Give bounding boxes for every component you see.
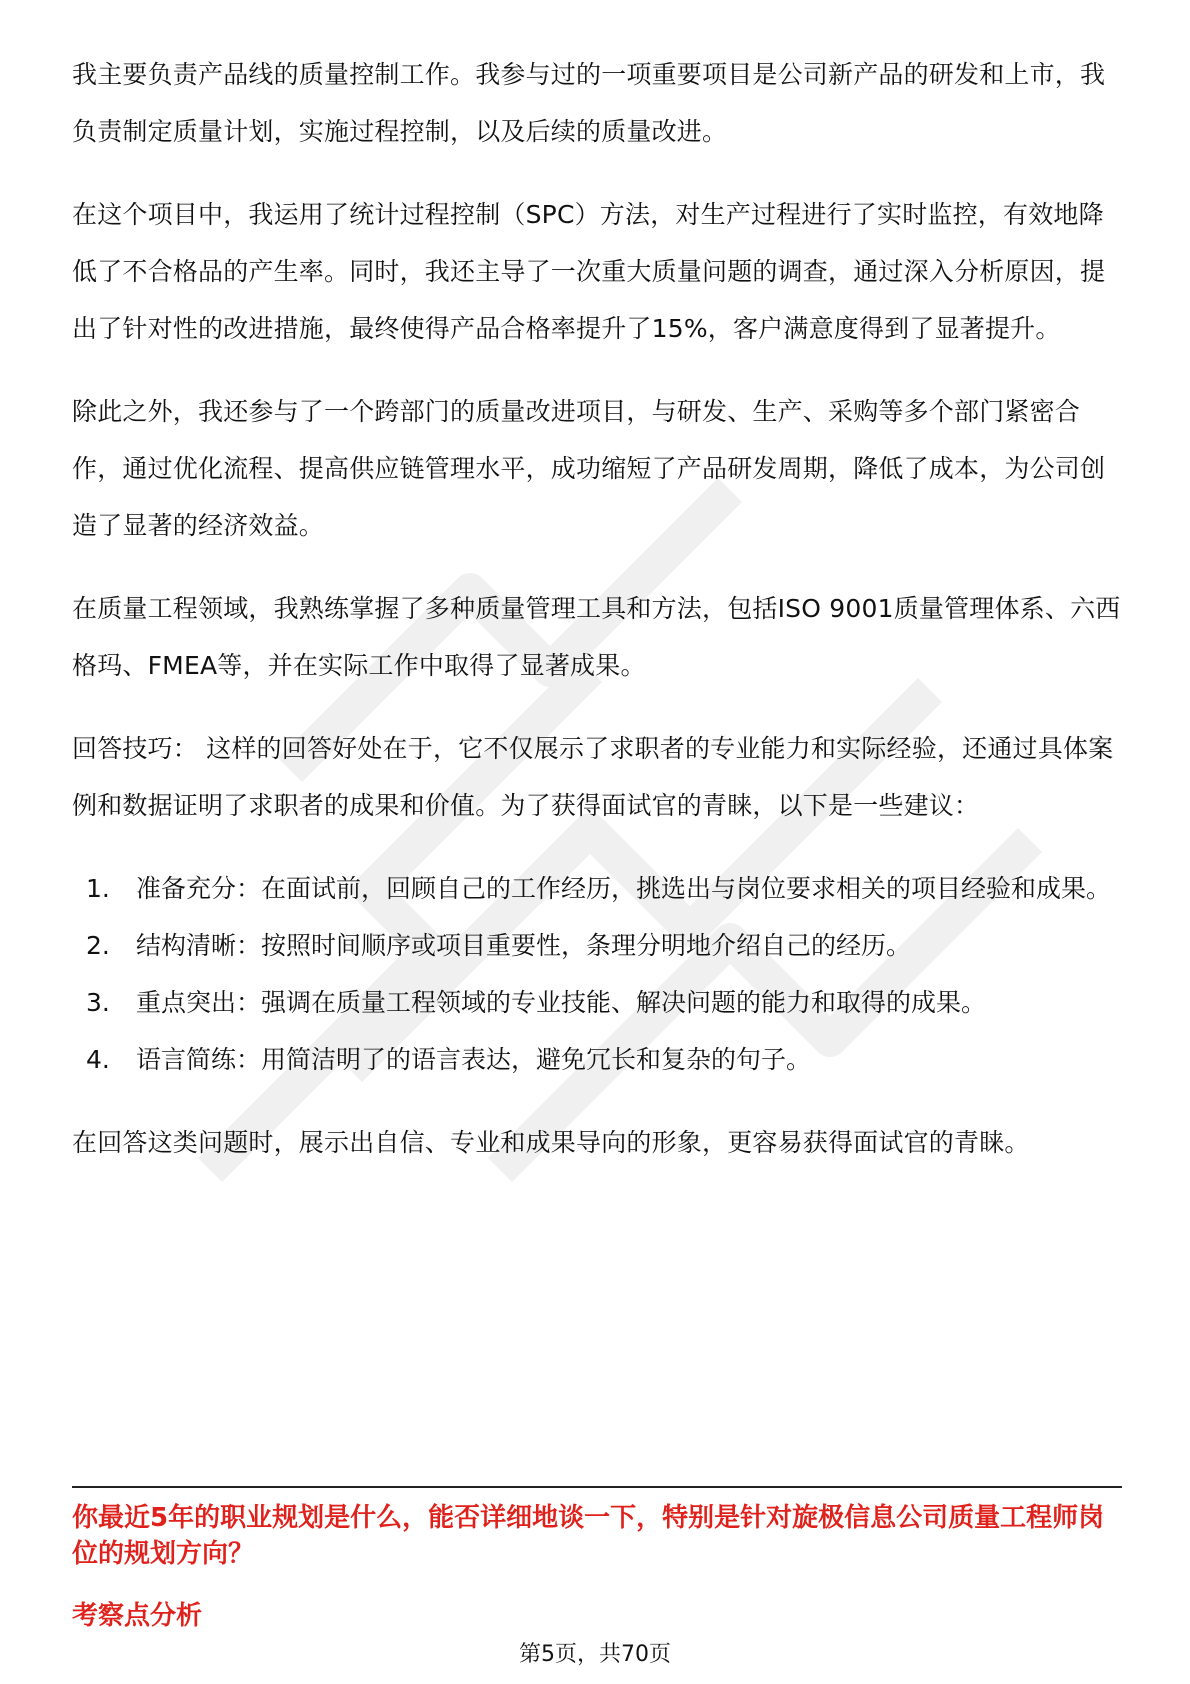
main-content <box>72 46 1122 1197</box>
next-question-heading: 你最近5年的职业规划是什么，能否详细地谈一下，特别是针对旋极信息公司质量工程师岗位的规划方向？ <box>72 1503 1105 1569</box>
page-footer: 第5页，共70页 <box>519 1642 671 1667</box>
paragraph-spc-project: 在这个项目中，我运用了统计过程控制（SPC）方法，对生产过程进行了实时监控，有效地降低了不合格品的产生率。同时，我还主导了一次重大质量问题的调查，通过深入分析原因，提出了针对性的改进措施，最终使得产品合格率提升了15%，客户满意度得到了显著提升。 <box>72 200 1106 343</box>
list-item-number: 2. <box>86 931 110 960</box>
paragraph-cross-department: 除此之外，我还参与了一个跨部门的质量改进项目，与研发、生产、采购等多个部门紧密合作，通过优化流程、提高供应链管理水平，成功缩短了产品研发周期，降低了成本，为公司创造了显著的经济效益。 <box>72 397 1106 540</box>
section-divider <box>72 1486 1122 1488</box>
list-item <box>72 860 1122 917</box>
list-item-text: 准备充分：在面试前，回顾自己的工作经历，挑选出与岗位要求相关的项目经验和成果。 <box>136 874 1112 903</box>
analysis-heading: 考察点分析 <box>72 1601 203 1631</box>
paragraph-answer-tips: 回答技巧： 这样的回答好处在于，它不仅展示了求职者的专业能力和实际经验，还通过具体案例和数据证明了求职者的成果和价值。为了获得面试官的青睐，以下是一些建议： <box>72 734 1114 820</box>
list-item-number: 4. <box>86 1045 110 1074</box>
list-item-number: 3. <box>86 988 110 1017</box>
list-item-text: 结构清晰：按照时间顺序或项目重要性，条理分明地介绍自己的经历。 <box>136 931 912 960</box>
tips-list <box>72 860 1122 1088</box>
paragraph-responsibilities: 我主要负责产品线的质量控制工作。我参与过的一项重要项目是公司新产品的研发和上市，我负责制定质量计划，实施过程控制，以及后续的质量改进。 <box>72 60 1106 146</box>
list-item-text: 重点突出：强调在质量工程领域的专业技能、解决问题的能力和取得的成果。 <box>136 988 987 1017</box>
paragraph-closing: 在回答这类问题时，展示出自信、专业和成果导向的形象，更容易获得面试官的青睐。 <box>72 1128 1030 1157</box>
list-item <box>72 1031 1122 1088</box>
list-item-text: 语言简练：用简洁明了的语言表达，避免冗长和复杂的句子。 <box>136 1045 812 1074</box>
list-item-number: 1. <box>86 874 110 903</box>
list-item <box>72 917 1122 974</box>
paragraph-quality-tools: 在质量工程领域，我熟练掌握了多种质量管理工具和方法，包括ISO 9001质量管理体系、六西格玛、FMEA等，并在实际工作中取得了显著成果。 <box>72 594 1121 680</box>
list-item <box>72 974 1122 1031</box>
